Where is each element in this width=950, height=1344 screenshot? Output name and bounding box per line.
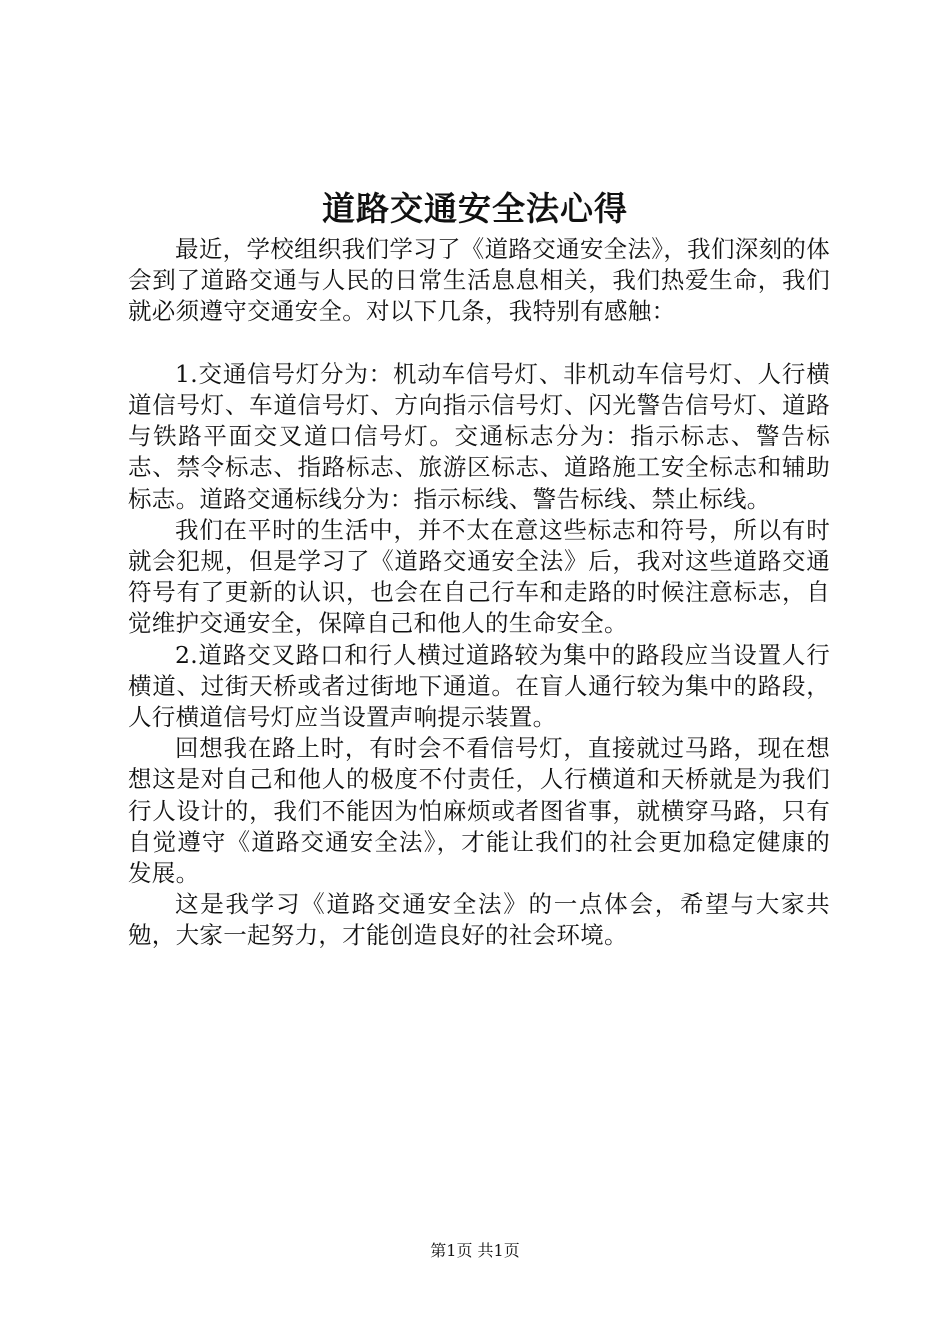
- paragraph-signals: 1.交通信号灯分为：机动车信号灯、非机动车信号灯、人行横道信号灯、车道信号灯、方向指示信号灯、闪光警告信号灯、道路与铁路平面交叉道口信号灯。交通标志分为：指示标志、警告标志、禁令标志、指路标志、旅游区标志、道路施工安全标志和辅助标志。道路交通标线分为：指示标线、警告标线、禁止标线。: [128, 359, 830, 513]
- paragraph-conclusion: 这是我学习《道路交通安全法》的一点体会，希望与大家共勉，大家一起努力，才能创造良好的社会环境。: [128, 890, 830, 950]
- document-body: [128, 234, 830, 952]
- page-footer: 第1页 共1页: [430, 1241, 520, 1260]
- paragraph-crossings: 2.道路交叉路口和行人横过道路较为集中的路段应当设置人行横道、过街天桥或者过街地下通道。在盲人通行较为集中的路段，人行横道信号灯应当设置声响提示装置。: [128, 640, 830, 732]
- document-title: 道路交通安全法心得: [322, 189, 628, 228]
- paragraph-reflection-signs: 我们在平时的生活中，并不太在意这些标志和符号，所以有时就会犯规，但是学习了《道路交通安全法》后，我对这些道路交通符号有了更新的认识，也会在自己行车和走路的时候注意标志，自觉维护交通安全，保障自己和他人的生命安全。: [128, 515, 830, 638]
- paragraph-intro: 最近，学校组织我们学习了《道路交通安全法》，我们深刻的体会到了道路交通与人民的日常生活息息相关，我们热爱生命，我们就必须遵守交通安全。对以下几条，我特别有感触：: [128, 235, 830, 326]
- paragraph-reflection-crossing: 回想我在路上时，有时会不看信号灯，直接就过马路，现在想想这是对自己和他人的极度不付责任，人行横道和天桥就是为我们行人设计的，我们不能因为怕麻烦或者图省事，就横穿马路，只有自觉遵守《道路交通安全法》，才能让我们的社会更加稳定健康的发展。: [128, 734, 830, 888]
- paragraph-spacer: [128, 328, 830, 359]
